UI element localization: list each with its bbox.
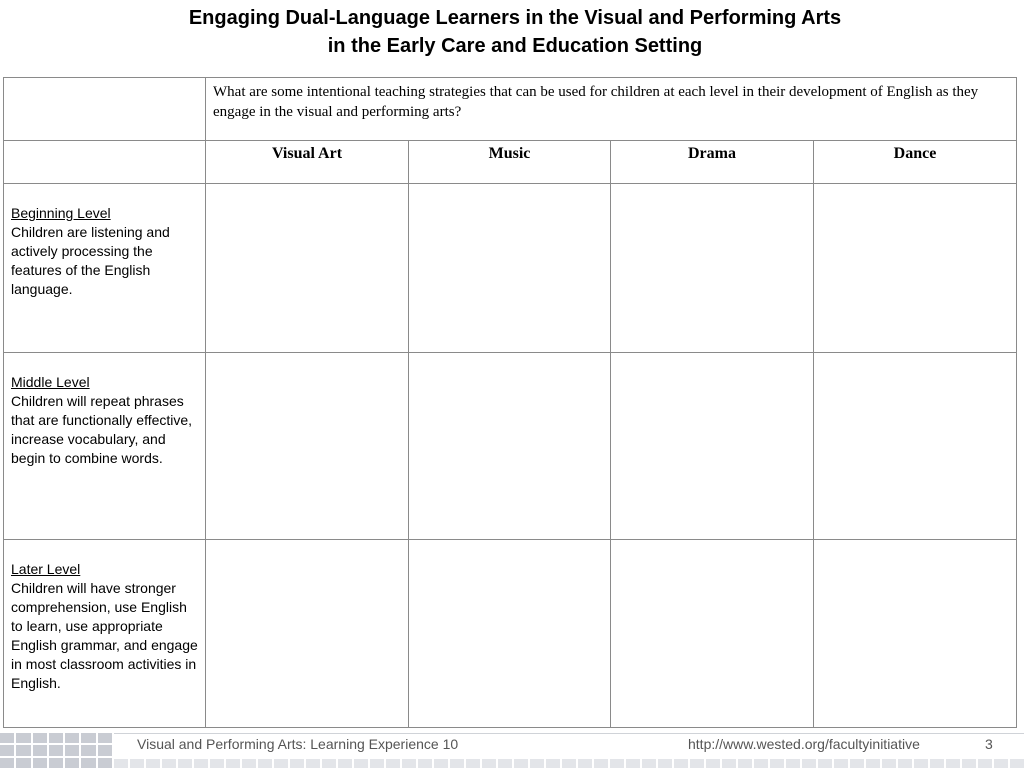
column-header-drama: Drama	[611, 141, 814, 184]
footer-divider	[114, 733, 1024, 734]
table-row-middle	[4, 353, 1017, 540]
page-number: 3	[985, 736, 993, 752]
footer	[0, 733, 1024, 768]
question-row	[4, 78, 1017, 141]
column-header-music: Music	[409, 141, 611, 184]
level-description: Children will have stronger comprehension, use English to learn, use appropriate English grammar, and engage in most classroom activities in English.	[11, 580, 198, 691]
level-cell	[4, 184, 206, 353]
footer-decorative-strip	[114, 759, 1024, 768]
level-cell	[4, 353, 206, 540]
blank-cell[interactable]	[814, 184, 1017, 353]
title-line-2: in the Early Care and Education Setting	[327, 35, 703, 57]
level-name: Later Level	[11, 561, 81, 577]
blank-cell[interactable]	[206, 184, 409, 353]
level-description: Children will repeat phrases that are functionally effective, increase vocabulary, and begin to combine words.	[11, 393, 193, 466]
footer-url: http://www.wested.org/facultyinitiative	[688, 736, 920, 752]
blank-cell[interactable]	[814, 353, 1017, 540]
page-title	[0, 4, 1024, 60]
title-line-1: Engaging Dual-Language Learners in the Visual and Performing Arts	[188, 7, 842, 29]
question-cell: What are some intentional teaching strategies that can be used for children at each level in their development of English as they engage in the visual and performing arts?	[206, 78, 1017, 141]
blank-cell[interactable]	[409, 353, 611, 540]
blank-cell[interactable]	[409, 184, 611, 353]
blank-cell[interactable]	[814, 540, 1017, 728]
level-cell	[4, 540, 206, 728]
table-row-beginning	[4, 184, 1017, 353]
blank-cell[interactable]	[409, 540, 611, 728]
strategies-table	[3, 77, 1017, 728]
header-row	[4, 141, 1017, 184]
blank-cell[interactable]	[611, 184, 814, 353]
footer-title: Visual and Performing Arts: Learning Experience 10	[137, 736, 459, 752]
empty-corner-cell	[4, 78, 206, 141]
grid-logo-icon	[0, 733, 112, 768]
blank-cell[interactable]	[206, 540, 409, 728]
column-header-visual-art: Visual Art	[206, 141, 409, 184]
column-header-dance: Dance	[814, 141, 1017, 184]
blank-cell[interactable]	[611, 540, 814, 728]
level-name: Beginning Level	[11, 205, 111, 221]
level-description: Children are listening and actively processing the features of the English language.	[11, 224, 170, 297]
empty-header-cell	[4, 141, 206, 184]
table-row-later	[4, 540, 1017, 728]
level-name: Middle Level	[11, 374, 90, 390]
blank-cell[interactable]	[611, 353, 814, 540]
blank-cell[interactable]	[206, 353, 409, 540]
